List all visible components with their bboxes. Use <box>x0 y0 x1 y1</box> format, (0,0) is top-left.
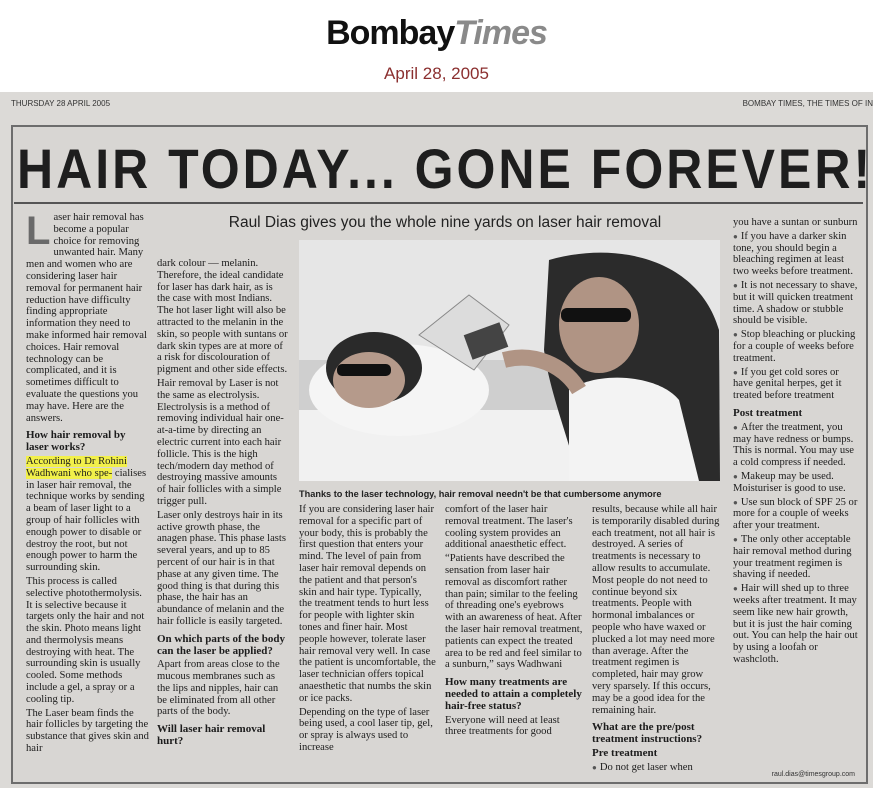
bullet-item: ● Stop bleaching or plucking for a couple of weeks before treatment. <box>733 329 858 364</box>
bullet-item: ● Hair will shed up to three weeks after treatment. It may seem like new hair growth, but it is just the hair coming out. You can help the hair out by using a loofah or washcloth. <box>733 583 858 666</box>
body-text: Laser only destroys hair in its active growth phase, the anagen phase. This phase lasts several years, and up to 85 percent of our hair is in that phase at any given time. The good thing is that during this phase, the hair has an abundance of melanin and the hair follicle is easily targeted. <box>157 509 286 627</box>
body-text: Apart from areas close to the mucous membranes such as the lips and nipples, hair can be eliminated from all other parts of the body. <box>157 659 280 718</box>
subhead-instructions: What are the pre/post treatment instructions? <box>592 721 703 746</box>
deck: Raul Dias gives you the whole nine yards on laser hair removal <box>228 214 662 231</box>
bullet-item: ● After the treatment, you may have redness or bumps. This is normal. You may use a cold compress if needed. <box>733 422 858 469</box>
bullet-item: ● It is not necessary to shave, but it will quicken treatment time. A shadow or stubble should be visible. <box>733 280 858 327</box>
body-text: Depending on the type of laser being used, a cool laser tip, gel, or spray is always used to increase <box>299 706 433 753</box>
subhead-pre-treatment: Pre treatment <box>592 746 658 759</box>
body-text: “Patients have described the sensation from laser hair removal as discomfort rather than pain; similar to the feeling of threading one's eyebrows with an awareness of heat. After the laser hair removal treatment, patients can expect the treated area to be red and feel similar to a sunburn,” says Wadhwani <box>445 553 583 671</box>
author-email: raul.dias@timesgroup.com <box>771 771 855 778</box>
publication-date: April 28, 2005 <box>384 64 489 83</box>
subhead-treatments: How many treatments are needed to attain a completely hair-free status? <box>445 676 582 712</box>
photo-caption: Thanks to the laser technology, hair removal needn't be that cumbersome anymore <box>299 489 662 499</box>
column-4 <box>445 504 583 740</box>
bullet-item: ● If you have a darker skin tone, you should begin a bleaching regimen at least two weeks before treatment. <box>733 231 858 278</box>
subhead-post-treatment: Post treatment <box>733 406 803 419</box>
body-text: cialises in laser hair removal, the technique works by sending a beam of laser light to a group of hair follicles with enough power to disable or destroy the root, but not enough power to harm the surrounding skin. <box>26 467 147 574</box>
headline: HAIR TODAY... GONE FOREVER! <box>17 137 873 201</box>
subhead-hurt: Will laser hair removal hurt? <box>157 723 266 748</box>
bullet-item: ● Do not get laser when <box>592 762 723 774</box>
body-text: This process is called selective photothermolysis. It is selective because it targets only the hair and not the skin. Photo means light and thermolysis means destroying with heat. The surrounding skin is usually cooled. Some methods include a gel, a spray or a cooling tip. <box>26 575 145 705</box>
body-text: results, because while all hair is temporarily disabled during each treatment, not all hair is destroyed. A series of treatments is necessary to allow results to accumulate. Most people do not need to continue beyond six treatments. People with hormonal imbalances or people who have waxed or plucked a lot may need more than average. After the treatment regimen is completed, hair may grow very sparsely. If this occurs, may be a good idea for the remaining hair. <box>592 504 720 716</box>
body-text: you have a suntan or sunburn <box>733 217 858 228</box>
subhead-body-parts: On which parts of the body can the laser be applied? <box>157 632 286 657</box>
column-1 <box>26 209 150 757</box>
headline-divider <box>14 202 863 204</box>
brand-accent: Times <box>454 14 547 52</box>
body-text: comfort of the laser hair removal treatment. The laser's cooling system provides an additional anaesthetic effect. <box>445 504 573 551</box>
folio-right: BOMBAY TIMES, THE TIMES OF IN <box>742 99 873 108</box>
bullet-item: ● Use sun block of SPF 25 or more for a couple of weeks after your treatment. <box>733 497 858 532</box>
subhead-how-works: How hair removal by laser works? <box>26 429 126 454</box>
intro-text: aser hair removal has become a popular choice for removing unwanted hair. Many men and women who are considering laser hair removal for permanent hair reduction have difficulty finding appropriate information they need to make informed hair removal choices. Hair removal technology can be complicated, and it is sometimes difficult to evaluate the questions you may have. Here are the answers. <box>26 212 147 424</box>
body-text: Hair removal by Laser is not the same as electrolysis. Electrolysis is a method of removing individual hair one-at-a-time by directing an electric current into each hair follicle. This is the high tech/modern day method of destroying massive amounts of hair follicles with a simple trigger pull. <box>157 377 284 507</box>
column-3 <box>299 504 437 756</box>
brand-main: Bombay <box>326 14 455 52</box>
masthead <box>0 0 873 92</box>
body-text: The Laser beam finds the hair follicles by targeting the substance that gives skin and hair <box>26 707 149 755</box>
body-text: If you are considering laser hair removal for a specific part of your body, this is probably the first question that enters your mind. The level of pain from laser hair removal depends on the patient and that person's skin and hair type. Typically, the treatment tends to hurt less for people with lighter skin tones and finer hair. Most people however, tolerate laser hair removal very well. In case the patient is uncomfortable, the laser technician offers topical anaesthetic that numbs the skin or ice packs. <box>299 504 436 704</box>
folio-left: THURSDAY 28 APRIL 2005 <box>11 99 111 108</box>
column-2 <box>157 258 288 750</box>
brand-logo <box>0 14 873 53</box>
bullet-item: ● If you get cold sores or have genital herpes, get it treated before treatment <box>733 367 858 402</box>
body-text: dark colour — melanin. Therefore, the ideal candidate for laser has dark hair, as is the case with most Indians. The hot laser light will also be attracted to the melanin in the skin, so people with suntans or dark skin types are at more of a risk for discolouration of pigment and other side effects. <box>157 258 288 376</box>
column-6 <box>733 217 858 668</box>
article-photo <box>299 240 720 481</box>
column-5 <box>592 504 723 776</box>
bullet-item: ● Makeup may be used. Moisturiser is good to use. <box>733 471 858 495</box>
newspaper-clipping <box>0 92 873 788</box>
dropcap: L <box>26 209 51 253</box>
bullet-item: ● The only other acceptable hair removal method during your treatment regimen is shaving if needed. <box>733 534 858 581</box>
body-text: Everyone will need at least three treatments for good <box>445 714 560 738</box>
highlighted-text: According to Dr Rohini Wadhwani who spe- <box>26 455 127 479</box>
